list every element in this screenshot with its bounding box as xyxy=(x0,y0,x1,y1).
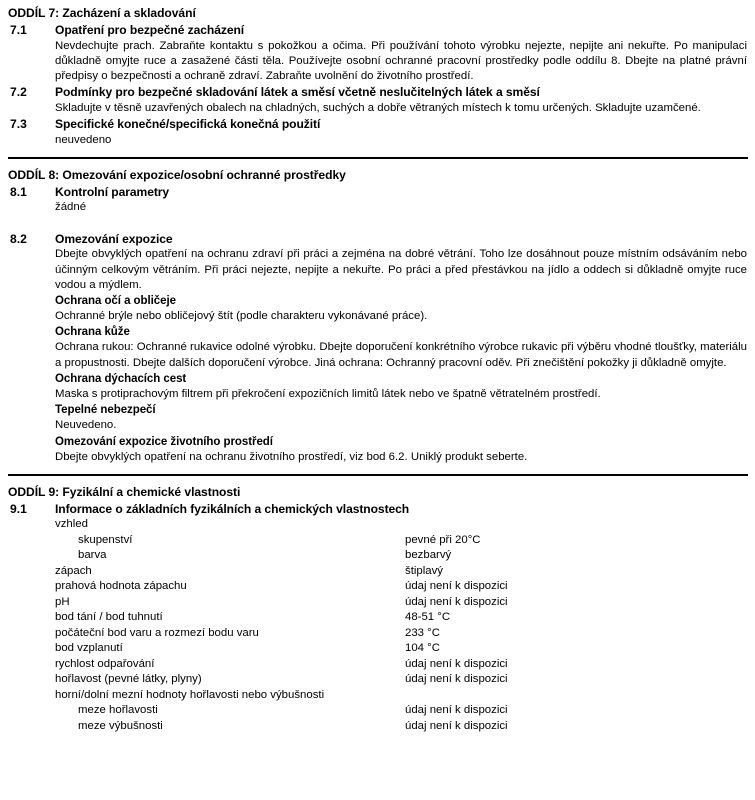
property-label: horní/dolní mezní hodnoty hořlavosti nebo výbušnosti xyxy=(55,688,325,701)
property-label: meze výbušnosti xyxy=(78,719,163,732)
clause-body-7-3: neuvedeno xyxy=(55,133,112,146)
clause-number-7-2: 7.2 xyxy=(10,85,27,100)
subsection-heading-thermal-hazard: Tepelné nebezpečí xyxy=(55,404,156,417)
section-heading-8: ODDÍL 8: Omezování expozice/osobní ochranné prostředky xyxy=(8,167,346,182)
clause-7-2 xyxy=(8,84,748,101)
section-divider-9 xyxy=(8,474,748,476)
clause-title-7-2: Podmínky pro bezpečné skladování látek a směsí včetně neslučitelných látek a směsí xyxy=(55,85,540,100)
property-row xyxy=(55,610,749,626)
property-label: zápach xyxy=(55,564,92,577)
physical-properties-body xyxy=(55,517,749,734)
property-label: bod tání / bod tuhnutí xyxy=(55,611,163,624)
clause-body-8-1: žádné xyxy=(55,201,87,214)
section-7 xyxy=(8,5,748,148)
subsection-body-eye-protection: Ochranné brýle nebo obličejový štít (podle charakteru vykonávané práce). xyxy=(55,310,428,323)
property-label: hořlavost (pevné látky, plyny) xyxy=(55,673,202,686)
clause-number-7-3: 7.3 xyxy=(10,117,27,132)
property-value: 233 °C xyxy=(405,626,440,639)
clause-title-8-1: Kontrolní parametry xyxy=(55,184,170,199)
property-label: bod vzplanutí xyxy=(55,642,123,655)
property-value: bezbarvý xyxy=(405,549,452,562)
subsection-heading-eye-protection: Ochrana očí a obličeje xyxy=(55,295,176,308)
property-row xyxy=(55,564,749,580)
property-row xyxy=(55,672,749,688)
subsection-body-thermal-hazard: Neuvedeno. xyxy=(55,419,117,432)
clause-8-1 xyxy=(8,184,748,201)
property-value: údaj není k dispozici xyxy=(405,673,508,686)
section-heading-7: ODDÍL 7: Zacházení a skladování xyxy=(8,6,196,20)
property-value: údaj není k dispozici xyxy=(405,704,508,717)
property-label: skupenství xyxy=(78,533,133,546)
section-heading-9: ODDÍL 9: Fyzikální a chemické vlastnosti xyxy=(8,484,241,499)
property-label: rychlost odpařování xyxy=(55,657,155,670)
subsection-body-respiratory-protection: Maska s protiprachovým filtrem při překročení expozičních limitů látek nebo ve špatně větratelném prostředí. xyxy=(55,388,601,401)
clause-9-1 xyxy=(8,501,748,518)
property-value xyxy=(405,517,749,533)
section-9 xyxy=(8,484,748,735)
property-value: údaj není k dispozici xyxy=(405,719,508,732)
property-label: vzhled xyxy=(55,518,88,531)
clause-title-9-1: Informace o základních fyzikálních a chemických vlastnostech xyxy=(55,501,410,516)
clause-number-9-1: 9.1 xyxy=(10,501,27,516)
property-row xyxy=(55,533,749,549)
property-row xyxy=(55,595,749,611)
property-row xyxy=(55,517,749,533)
clause-title-8-2: Omezování expozice xyxy=(55,231,173,246)
property-row xyxy=(55,579,749,595)
property-row xyxy=(55,657,749,673)
property-row xyxy=(55,688,749,704)
subsection-heading-environmental-exposure: Omezování expozice životního prostředí xyxy=(55,435,273,448)
property-value: údaj není k dispozici xyxy=(405,580,508,593)
clause-number-8-2: 8.2 xyxy=(10,231,27,246)
property-label: prahová hodnota zápachu xyxy=(55,580,187,593)
physical-properties-table xyxy=(55,517,749,734)
clause-number-7-1: 7.1 xyxy=(10,23,27,37)
section-divider-8 xyxy=(8,157,748,159)
clause-number-8-1: 8.1 xyxy=(10,184,27,199)
property-value: 48-51 °C xyxy=(405,611,451,624)
property-row xyxy=(55,703,749,719)
property-value: štiplavý xyxy=(405,564,443,577)
subsection-body-environmental-exposure: Dbejte obvyklých opatření na ochranu životního prostředí, viz bod 6.2. Uniklý produkt seberte. xyxy=(55,450,528,463)
property-label: barva xyxy=(78,549,107,562)
subsection-heading-skin-protection: Ochrana kůže xyxy=(55,326,130,339)
property-row xyxy=(55,626,749,642)
clause-body-7-1: Nevdechujte prach. Zabraňte kontaktu s pokožkou a očima. Při používání tohoto výrobku nejezte, nepijte ani nekuřte. Po manipulaci důkladně omyjte ruce a zasažené části těla. Používejte osobní ochranné pracovní prostředky podle oddílu 8. Dbejte na platné právní předpisy o bezpečnosti a ochraně zdraví. Zabraňte uvolnění do životního prostředí. xyxy=(55,39,747,83)
property-value: údaj není k dispozici xyxy=(405,657,508,670)
property-label: pH xyxy=(55,595,70,608)
property-value: údaj není k dispozici xyxy=(405,595,508,608)
subsection-heading-respiratory-protection: Ochrana dýchacích cest xyxy=(55,373,187,386)
property-value xyxy=(405,688,749,704)
clause-8-2 xyxy=(8,231,748,248)
clause-title-7-3: Specifické konečné/specifická konečná použití xyxy=(55,117,321,132)
clause-7-3 xyxy=(8,116,748,133)
subsection-body-skin-protection: Ochrana rukou: Ochranné rukavice odolné výrobku. Dbejte doporučení konkrétního výrobce rukavic při výběru vhodné tloušťky, materiálu a propustnosti. Dbejte dalších doporučení výrobce. Jiná ochrana: Ochranný pracovní oděv. Při znečištění pokožky ji důkladně omyjte. xyxy=(55,341,747,369)
property-row xyxy=(55,641,749,657)
clause-title-7-1: Opatření pro bezpečné zacházení xyxy=(55,23,245,37)
property-value: 104 °C xyxy=(405,642,440,655)
property-row xyxy=(55,548,749,564)
property-label: meze hořlavosti xyxy=(78,704,158,717)
property-label: počáteční bod varu a rozmezí bodu varu xyxy=(55,626,259,639)
clause-body-8-2: Dbejte obvyklých opatření na ochranu zdraví při práci a zejména na dobré větrání. Toho lze dosáhnout pouze místním odsáváním nebo účinným celkovým větráním. Při práci nejezte, nepijte a nekuřte. Po práci a před přestávkou na jídlo a oddech si důkladně omyjte ruce vodou a mýdlem. xyxy=(55,248,747,291)
paragraph-spacer xyxy=(8,216,748,231)
property-value: pevné při 20°C xyxy=(405,533,481,546)
clause-7-1 xyxy=(8,22,748,39)
clause-body-7-2: Skladujte v těsně uzavřených obalech na chladných, suchých a dobře větraných místech k tomu určených. Skladujte uzamčené. xyxy=(55,101,701,114)
property-row xyxy=(55,719,749,735)
section-8 xyxy=(8,167,748,465)
